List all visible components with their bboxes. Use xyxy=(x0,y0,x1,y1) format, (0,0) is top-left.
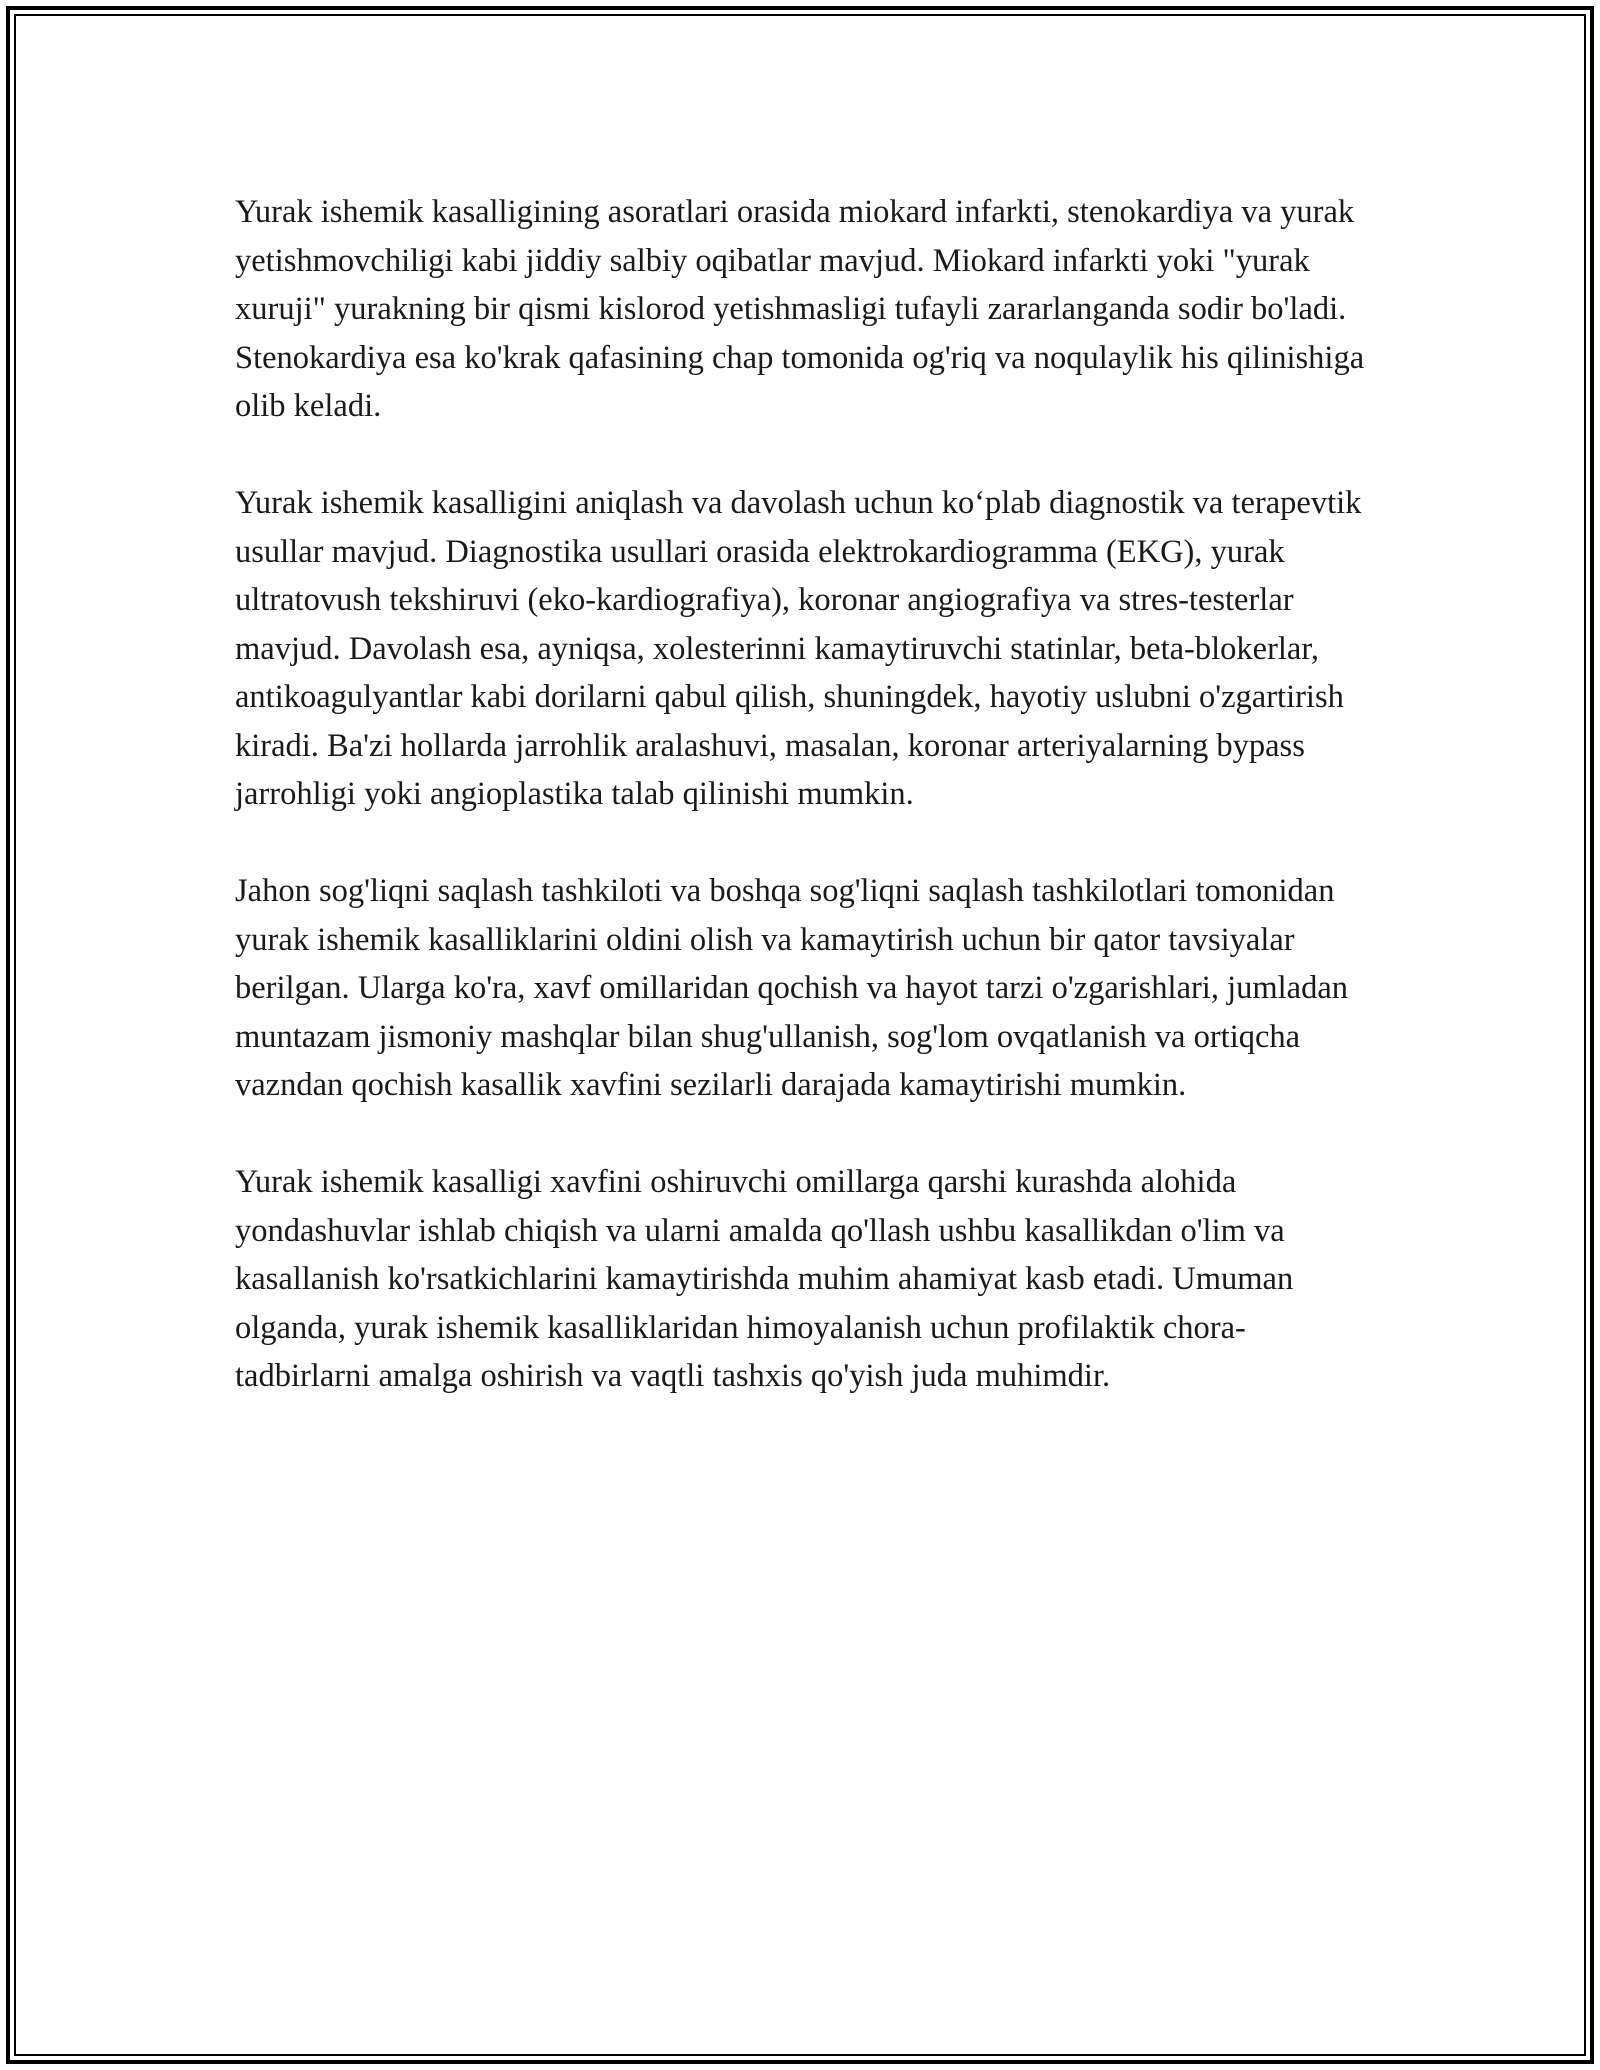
paragraph-diagnosis-treatment: Yurak ishemik kasalligini aniqlash va davolash uchun koʻplab diagnostik va terapevtik usullar mavjud. Diagnostika usullari orasida elektrokardiogramma (EKG), yurak ultratovush tekshiruvi (eko-kardiografiya), koronar angiografiya va stres-testerlar mavjud. Davolash esa, ayniqsa, xolesterinni kamaytiruvchi statinlar, beta-blokerlar, antikoagulyantlar kabi dorilarni qabul qilish, shuningdek, hayotiy uslubni o'zgartirish kiradi. Ba'zi hollarda jarrohlik aralashuvi, masalan, koronar arteriyalarning bypass jarrohligi yoki angioplastika talab qilinishi mumkin. xyxy=(235,485,1362,812)
paragraph-conclusion: Yurak ishemik kasalligi xavfini oshiruvchi omillarga qarshi kurashda alohida yondashuvlar ishlab chiqish va ularni amalda qo'llash ushbu kasallikdan o'lim va kasallanish ko'rsatkichlarini kamaytirishda muhim ahamiyat kasb etadi. Umuman olganda, yurak ishemik kasalliklaridan himoyalanish uchun profilaktik chora-tadbirlarni amalga oshirish va vaqtli tashxis qo'yish juda muhimdir. xyxy=(235,1164,1294,1394)
paragraph-recommendations: Jahon sog'liqni saqlash tashkiloti va boshqa sog'liqni saqlash tashkilotlari tomonidan yurak ishemik kasalliklarini oldini olish va kamaytirish uchun bir qator tavsiyalar berilgan. Ularga ko'ra, xavf omillaridan qochish va hayot tarzi o'zgarishlari, jumladan muntazam jismoniy mashqlar bilan shug'ullanish, sog'lom ovqatlanish va ortiqcha vazndan qochish kasallik xavfini sezilarli darajada kamaytirishi mumkin. xyxy=(235,873,1349,1103)
paragraph-complications: Yurak ishemik kasalligining asoratlari orasida miokard infarkti, stenokardiya va yurak yetishmovchiligi kabi jiddiy salbiy oqibatlar mavjud. Miokard infarkti yoki "yurak xuruji" yurakning bir qismi kislorod yetishmasligi tufayli zararlanganda sodir bo'ladi. Stenokardiya esa ko'krak qafasining chap tomonida og'riq va noqulaylik his qilinishiga olib keladi. xyxy=(235,194,1365,424)
document-body xyxy=(235,188,1375,1449)
